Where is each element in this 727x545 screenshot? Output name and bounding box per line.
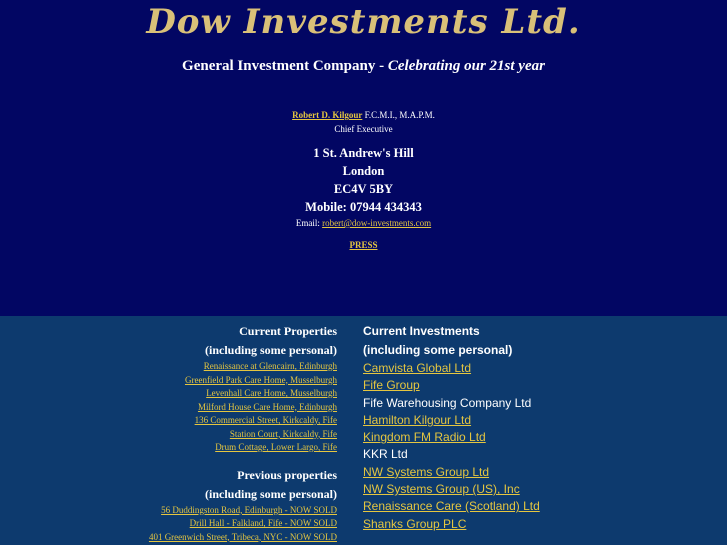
- property-link[interactable]: Greenfield Park Care Home, Musselburgh: [184, 374, 337, 385]
- investment-link[interactable]: Kingdom FM Radio Ltd: [363, 430, 486, 445]
- press-link[interactable]: PRESS: [349, 240, 378, 250]
- investments-column: [363, 322, 540, 533]
- previous-property-link[interactable]: 56 Duddingston Road, Edinburgh - NOW SOLD: [161, 504, 337, 515]
- contact-block: [0, 108, 727, 250]
- investment-link[interactable]: NW Systems Group (US), Inc: [363, 482, 520, 497]
- property-link[interactable]: Drum Cottage, Lower Largo, Fife: [215, 442, 337, 452]
- investment-link[interactable]: Fife Group: [363, 378, 420, 393]
- email-line: [0, 216, 727, 230]
- spacer: [149, 455, 337, 466]
- spacer: [0, 136, 727, 144]
- current-investments-subheading: (including some personal): [363, 343, 513, 357]
- address-line-1: 1 St. Andrew's Hill: [313, 146, 414, 160]
- property-link[interactable]: Renaissance at Glencairn, Edinburgh: [203, 361, 337, 371]
- current-properties-subheading: (including some personal): [204, 343, 337, 357]
- current-investments-heading: Current Investments: [363, 324, 480, 338]
- address-line-2: London: [342, 164, 385, 178]
- executive-line: [0, 108, 727, 122]
- investment-link[interactable]: Shanks Group PLC: [363, 516, 467, 531]
- previous-properties-heading: Previous properties: [237, 467, 337, 482]
- investment-link[interactable]: Renaissance Care (Scotland) Ltd: [363, 499, 540, 514]
- investment-item: KKR Ltd: [363, 447, 408, 462]
- company-logo: Dow Investments Ltd.: [146, 2, 581, 42]
- investment-link[interactable]: Camvista Global Ltd: [363, 361, 472, 375]
- email-link[interactable]: robert@dow-investments.com: [322, 218, 432, 228]
- properties-column: [149, 322, 337, 544]
- tagline: [0, 58, 727, 75]
- tagline-anniversary: Celebrating our 21st year: [387, 58, 545, 74]
- executive-name-link[interactable]: Robert D. Kilgour: [292, 110, 363, 120]
- property-link[interactable]: Levenhall Care Home, Musselburgh: [206, 388, 337, 398]
- previous-property-link[interactable]: 401 Greenwich Street, Tribeca, NYC - NOW SOLD: [148, 531, 337, 542]
- investment-link[interactable]: NW Systems Group Ltd: [363, 464, 490, 479]
- previous-property-link[interactable]: Drill Hall - Falkland, Fife - NOW SOLD: [189, 518, 337, 528]
- email-label: Email:: [295, 218, 323, 228]
- executive-credentials: F.C.M.I., M.A.P.M.: [362, 110, 435, 120]
- property-link[interactable]: Station Court, Kirkcaldy, Fife: [229, 428, 337, 439]
- current-properties-heading: Current Properties: [239, 324, 337, 338]
- tagline-main: General Investment Company -: [182, 58, 388, 74]
- property-link[interactable]: Milford House Care Home, Edinburgh: [197, 401, 337, 412]
- investment-item: Fife Warehousing Company Ltd: [363, 395, 532, 410]
- address-postcode: EC4V 5BY: [333, 182, 394, 196]
- property-link[interactable]: 136 Commercial Street, Kirkcaldy, Fife: [194, 415, 337, 425]
- investment-link[interactable]: Hamilton Kilgour Ltd: [363, 412, 472, 427]
- press-line: [0, 240, 727, 250]
- previous-properties-subheading: (including some personal): [204, 486, 337, 501]
- executive-role: Chief Executive: [334, 124, 393, 134]
- mobile-number: Mobile: 07944 434343: [305, 200, 422, 214]
